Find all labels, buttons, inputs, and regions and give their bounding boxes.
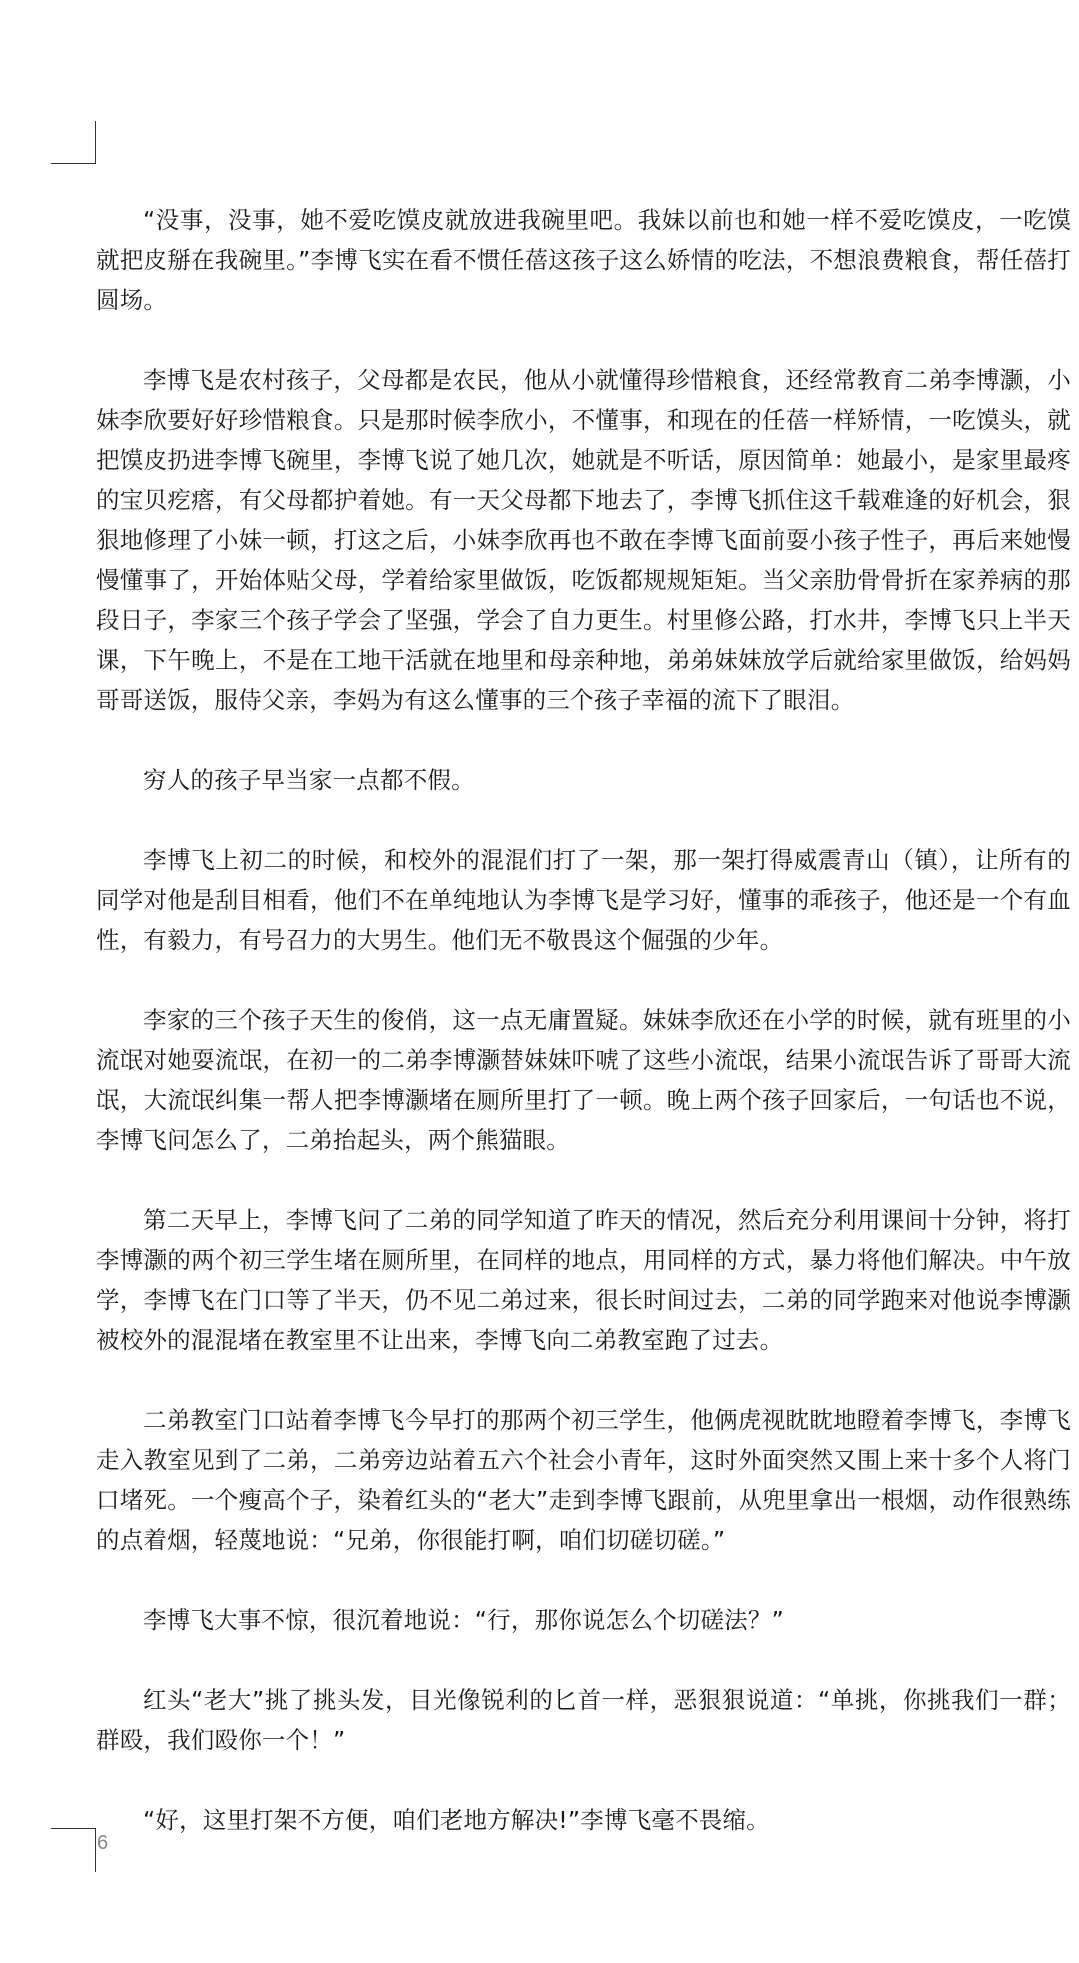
paragraph: “没事，没事，她不爱吃馍皮就放进我碗里吧。我妹以前也和她一样不爱吃馍皮，一吃馍就把皮掰在我碗里。”李博飞实在看不惯任蓓这孩子这么娇情的吃法，不想浪费粮食，帮任蓓打圆场。 [96,206,1071,314]
paragraph: 第二天早上，李博飞问了二弟的同学知道了昨天的情况，然后充分利用课间十分钟，将打李博灏的两个初三学生堵在厕所里，在同样的地点，用同样的方式，暴力将他们解决。中午放学，李博飞在门口等了半天，仍不见二弟过来，很长时间过去，二弟的同学跑来对他说李博灏被校外的混混堵在教室里不让出来，李博飞向二弟教室跑了过去。 [96,1206,1071,1354]
paragraph: 二弟教室门口站着李博飞今早打的那两个初三学生，他俩虎视眈眈地瞪着李博飞，李博飞走入教室见到了二弟，二弟旁边站着五六个社会小青年，这时外面突然又围上来十多个人将门口堵死。一个瘦高个子，染着红头的“老大”走到李博飞跟前，从兜里拿出一根烟，动作很熟练的点着烟，轻蔑地说：“兄弟，你很能打啊，咱们切磋切磋。” [96,1406,1071,1554]
paragraph: 李博飞大事不惊，很沉着地说：“行，那你说怎么个切磋法？” [143,1606,784,1634]
crop-mark-top-vertical [95,121,96,164]
page-number: 6 [97,1832,109,1854]
paragraph: 穷人的孩子早当家一点都不假。 [143,766,475,794]
crop-mark-bottom-horizontal [51,1828,96,1829]
paragraph: 李家的三个孩子天生的俊俏，这一点无庸置疑。妹妹李欣还在小学的时候，就有班里的小流氓对她耍流氓，在初一的二弟李博灏替妹妹吓唬了这些小流氓，结果小流氓告诉了哥哥大流氓，大流氓纠集一帮人把李博灏堵在厕所里打了一顿。晚上两个孩子回家后，一句话也不说，李博飞问怎么了，二弟抬起头，两个熊猫眼。 [96,1006,1071,1154]
page-body [96,200,1071,1880]
paragraph: 李博飞是农村孩子，父母都是农民，他从小就懂得珍惜粮食，还经常教育二弟李博灏，小妹李欣要好好珍惜粮食。只是那时候李欣小，不懂事，和现在的任蓓一样矫情，一吃馍头，就把馍皮扔进李博飞碗里，李博飞说了她几次，她就是不听话，原因简单：她最小，是家里最疼的宝贝疙瘩，有父母都护着她。有一天父母都下地去了，李博飞抓住这千载难逢的好机会，狠狠地修理了小妹一顿，打这之后，小妹李欣再也不敢在李博飞面前耍小孩子性子，再后来她慢慢懂事了，开始体贴父母，学着给家里做饭，吃饭都规规矩矩。当父亲肋骨骨折在家养病的那段日子，李家三个孩子学会了坚强，学会了自力更生。村里修公路，打水井，李博飞只上半天课，下午晚上，不是在工地干活就在地里和母亲种地，弟弟妹妹放学后就给家里做饭，给妈妈哥哥送饭，服侍父亲，李妈为有这么懂事的三个孩子幸福的流下了眼泪。 [96,366,1071,714]
paragraph: 李博飞上初二的时候，和校外的混混们打了一架，那一架打得威震青山（镇），让所有的同学对他是刮目相看，他们不在单纯地认为李博飞是学习好，懂事的乖孩子，他还是一个有血性，有毅力，有号召力的大男生。他们无不敬畏这个倔强的少年。 [96,846,1071,954]
crop-mark-bottom-vertical [95,1828,96,1872]
paragraph: 红头“老大”挑了挑头发，目光像锐利的匕首一样，恶狠狠说道：“单挑，你挑我们一群；群殴，我们殴你一个！” [96,1686,1071,1754]
paragraph: “好，这里打架不方便，咱们老地方解决!”李博飞毫不畏缩。 [143,1806,770,1834]
crop-mark-top-horizontal [51,163,96,164]
